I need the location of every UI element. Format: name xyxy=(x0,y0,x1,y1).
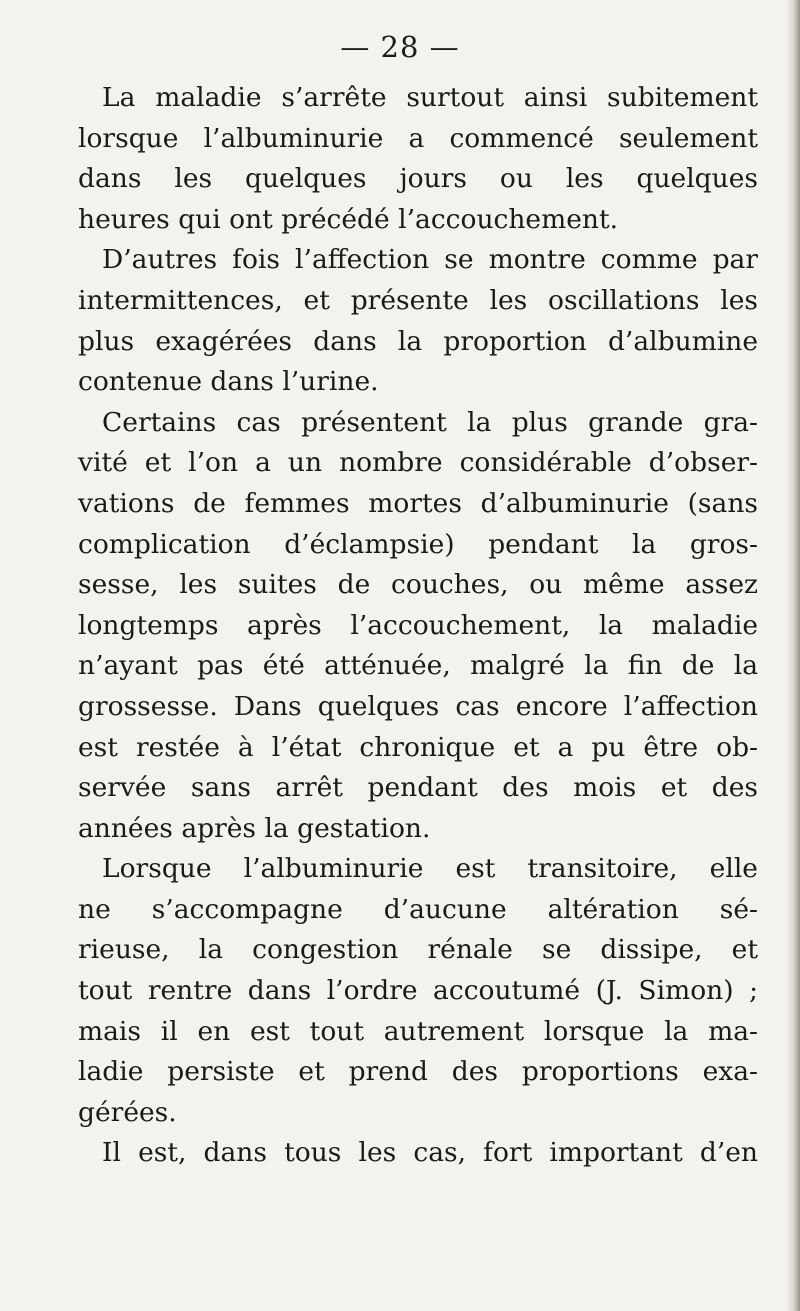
body-text xyxy=(78,78,758,1174)
text-line: ladie persiste et prend des proportions exa- xyxy=(78,1056,758,1088)
text-line: rieuse, la congestion rénale se dissipe, et xyxy=(78,934,758,966)
text-line: longtemps après l’accouchement, la maladie xyxy=(78,609,758,641)
text-line: La maladie s’arrête surtout ainsi subitement xyxy=(102,82,758,113)
text-line: intermittences, et présente les oscillations les xyxy=(78,284,758,316)
text-line: vité et l’on a un nombre considérable d’obser- xyxy=(78,447,758,479)
text-line: heures qui ont précédé l’accouchement. xyxy=(78,203,619,235)
text-line: lorsque l’albuminurie a commencé seulement xyxy=(78,122,758,154)
text-line: Certains cas présentent la plus grande gra- xyxy=(102,406,758,438)
text-line: dans les quelques jours ou les quelques xyxy=(78,163,758,195)
text-line: vations de femmes mortes d’albuminurie (sans xyxy=(78,487,758,519)
text-line: plus exagérées dans la proportion d’albumine xyxy=(78,325,758,357)
text-line: D’autres fois l’affection se montre comme par xyxy=(102,244,758,276)
page-edge-shadow xyxy=(786,0,800,1311)
text-line: mais il en est tout autrement lorsque la ma- xyxy=(78,1015,758,1047)
page-number: — 28 — xyxy=(340,30,460,64)
text-line: contenue dans l’urine. xyxy=(78,366,379,398)
text-line: complication d’éclampsie) pendant la gros- xyxy=(78,528,758,560)
text-line: servée sans arrêt pendant des mois et des xyxy=(78,772,758,804)
text-line: gérées. xyxy=(78,1096,177,1128)
text-line: sesse, les suites de couches, ou même assez xyxy=(78,569,758,601)
text-line: Lorsque l’albuminurie est transitoire, elle xyxy=(102,853,758,885)
text-line: années après la gestation. xyxy=(78,812,431,844)
text-line: grossesse. Dans quelques cas encore l’affection xyxy=(78,690,758,722)
text-line: ne s’accompagne d’aucune altération sé- xyxy=(78,893,758,925)
text-line: n’ayant pas été atténuée, malgré la fin de la xyxy=(78,650,758,682)
text-line: tout rentre dans l’ordre accoutumé (J. Simon) ; xyxy=(78,975,758,1007)
text-line: est restée à l’état chronique et a pu être ob- xyxy=(78,731,758,763)
text-line: Il est, dans tous les cas, fort important d’en xyxy=(102,1137,758,1169)
